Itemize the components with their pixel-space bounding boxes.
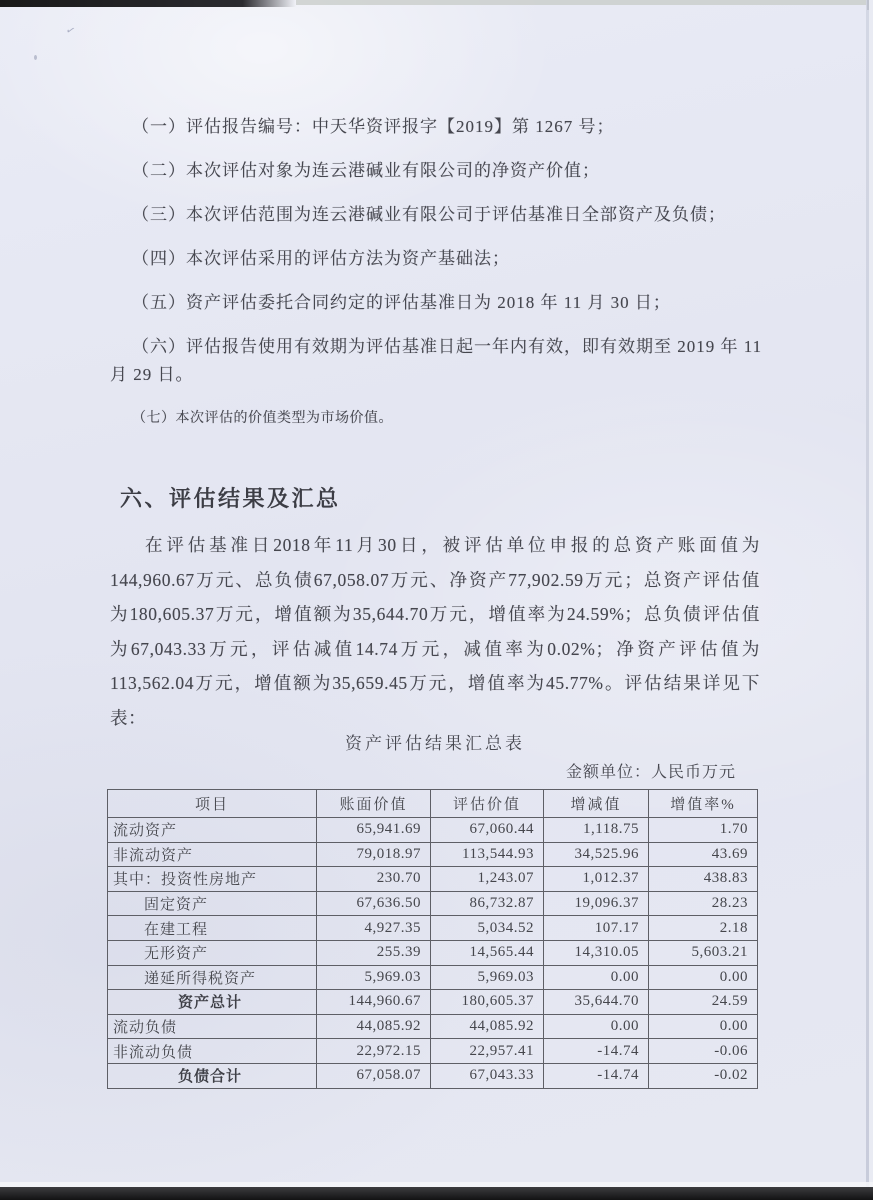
table-row [108, 867, 758, 892]
table-cell-value: 4,927.35 [317, 916, 431, 941]
table-cell-value: 5,034.52 [431, 916, 544, 941]
table-header-cell: 项目 [108, 790, 317, 818]
intro-item: （一）评估报告编号：中天华资评报字【2019】第 1267 号； [132, 117, 615, 136]
table-cell-value: 44,085.92 [317, 1014, 431, 1039]
intro-item: （六）评估报告使用有效期为评估基准日起一年内有效，即有效期至 2019 年 11 月 29 日。 [132, 337, 772, 384]
paragraph-line: 为180,605.37万元，增值额为35,644.70万元，增值率为24.59%；总负债评估值 [110, 604, 760, 624]
table-cell-value: 2.18 [649, 916, 758, 941]
table-row [108, 818, 758, 843]
scan-edge-top-light [296, 0, 873, 5]
table-cell-value: -0.02 [649, 1063, 758, 1088]
scan-edge-right-outer [869, 0, 873, 1200]
intro-item: （五）资产评估委托合同约定的评估基准日为 2018 年 11 月 30 日； [132, 293, 671, 312]
table-cell-value: 67,060.44 [431, 818, 544, 843]
table-cell-value: 0.00 [544, 1014, 649, 1039]
table-cell-value: 107.17 [544, 916, 649, 941]
table-cell-value: 22,972.15 [317, 1039, 431, 1064]
table-header-row [108, 790, 758, 818]
table-cell-item: 无形资产 [108, 940, 317, 965]
table-cell-value: 180,605.37 [431, 990, 544, 1015]
table-cell-value: 5,603.21 [649, 940, 758, 965]
table-cell-value: 79,018.97 [317, 842, 431, 867]
table-cell-value: 67,043.33 [431, 1063, 544, 1088]
table-cell-value: 1,118.75 [544, 818, 649, 843]
intro-item: （七）本次评估的价值类型为市场价值。 [132, 411, 393, 426]
table-unit-note: 金额单位：人民币万元 [565, 764, 736, 781]
table-cell-item: 非流动负债 [108, 1039, 317, 1064]
table-cell-value: 113,544.93 [431, 842, 544, 867]
table-header-cell: 评估价值 [431, 790, 544, 818]
table-cell-value: 438.83 [649, 867, 758, 892]
table-row [108, 1039, 758, 1064]
table-cell-item: 递延所得税资产 [108, 965, 317, 990]
table-row [108, 990, 758, 1015]
summary-table-body [108, 818, 758, 1089]
table-cell-item: 流动资产 [108, 818, 317, 843]
table-title: 资产评估结果汇总表 [345, 734, 525, 753]
table-row [108, 842, 758, 867]
table-cell-value: 1.70 [649, 818, 758, 843]
table-cell-value: 144,960.67 [317, 990, 431, 1015]
table-cell-value: 34,525.96 [544, 842, 649, 867]
table-cell-value: 14,310.05 [544, 940, 649, 965]
table-cell-value: 0.00 [649, 965, 758, 990]
table-cell-item: 负债合计 [108, 1063, 317, 1088]
table-cell-value: 19,096.37 [544, 891, 649, 916]
paragraph-line: 144,960.67万元、总负债67,058.07万元、净资产77,902.59万元；总资产评估值 [110, 569, 760, 590]
table-cell-value: 1,243.07 [431, 867, 544, 892]
table-cell-value: 65,941.69 [317, 818, 431, 843]
paragraph-line: 表： [110, 707, 147, 728]
scan-edge-bottom-dark [0, 1187, 873, 1200]
table-header-cell: 账面价值 [317, 790, 431, 818]
table-cell-value: 44,085.92 [431, 1014, 544, 1039]
pen-mark: ✓ [64, 23, 77, 39]
table-row [108, 1063, 758, 1088]
paragraph-line: 113,562.04万元，增值额为35,659.45万元，增值率为45.77%。评估结果详见下 [110, 673, 760, 693]
intro-item: （三）本次评估范围为连云港碱业有限公司于评估基准日全部资产及负债； [132, 205, 726, 224]
table-cell-value: 0.00 [544, 965, 649, 990]
table-cell-value: -0.06 [649, 1039, 758, 1064]
table-cell-value: -14.74 [544, 1039, 649, 1064]
table-cell-value: 22,957.41 [431, 1039, 544, 1064]
summary-paragraph [110, 528, 760, 735]
table-cell-value: 67,636.50 [317, 891, 431, 916]
table-cell-value: 5,969.03 [431, 965, 544, 990]
table-cell-value: 43.69 [649, 842, 758, 867]
table-cell-item: 在建工程 [108, 916, 317, 941]
intro-item: （四）本次评估采用的评估方法为资产基础法； [132, 249, 510, 268]
table-cell-item: 资产总计 [108, 990, 317, 1015]
table-cell-value: 28.23 [649, 891, 758, 916]
table-row [108, 965, 758, 990]
table-cell-value: 0.00 [649, 1014, 758, 1039]
table-header-cell: 增值率% [649, 790, 758, 818]
scan-edge-top-dark [0, 0, 296, 7]
table-cell-value: 67,058.07 [317, 1063, 431, 1088]
intro-list [110, 117, 772, 453]
paragraph-line: 在评估基准日2018年11月30日，被评估单位申报的总资产账面值为 [145, 535, 760, 555]
intro-item-line2: 月 29 日。 [110, 365, 194, 384]
table-cell-item: 其中：投资性房地产 [108, 867, 317, 892]
table-cell-value: 230.70 [317, 867, 431, 892]
paragraph-line: 为67,043.33万元，评估减值14.74万元，减值率为0.02%；净资产评估值为 [110, 638, 760, 659]
table-row [108, 891, 758, 916]
table-cell-value: 5,969.03 [317, 965, 431, 990]
table-header-cell: 增减值 [544, 790, 649, 818]
table-cell-value: 1,012.37 [544, 867, 649, 892]
paper-speck [34, 55, 37, 60]
table-cell-value: -14.74 [544, 1063, 649, 1088]
table-cell-value: 35,644.70 [544, 990, 649, 1015]
table-cell-value: 86,732.87 [431, 891, 544, 916]
table-cell-value: 24.59 [649, 990, 758, 1015]
table-cell-value: 14,565.44 [431, 940, 544, 965]
table-cell-value: 255.39 [317, 940, 431, 965]
table-cell-item: 非流动资产 [108, 842, 317, 867]
intro-item: （二）本次评估对象为连云港碱业有限公司的净资产价值； [132, 161, 600, 180]
section-heading: 六、评估结果及汇总 [120, 486, 341, 511]
table-row [108, 916, 758, 941]
table-row [108, 940, 758, 965]
table-cell-item: 流动负债 [108, 1014, 317, 1039]
summary-table-head [108, 790, 758, 818]
summary-table [107, 789, 758, 1089]
table-row [108, 1014, 758, 1039]
table-cell-item: 固定资产 [108, 891, 317, 916]
